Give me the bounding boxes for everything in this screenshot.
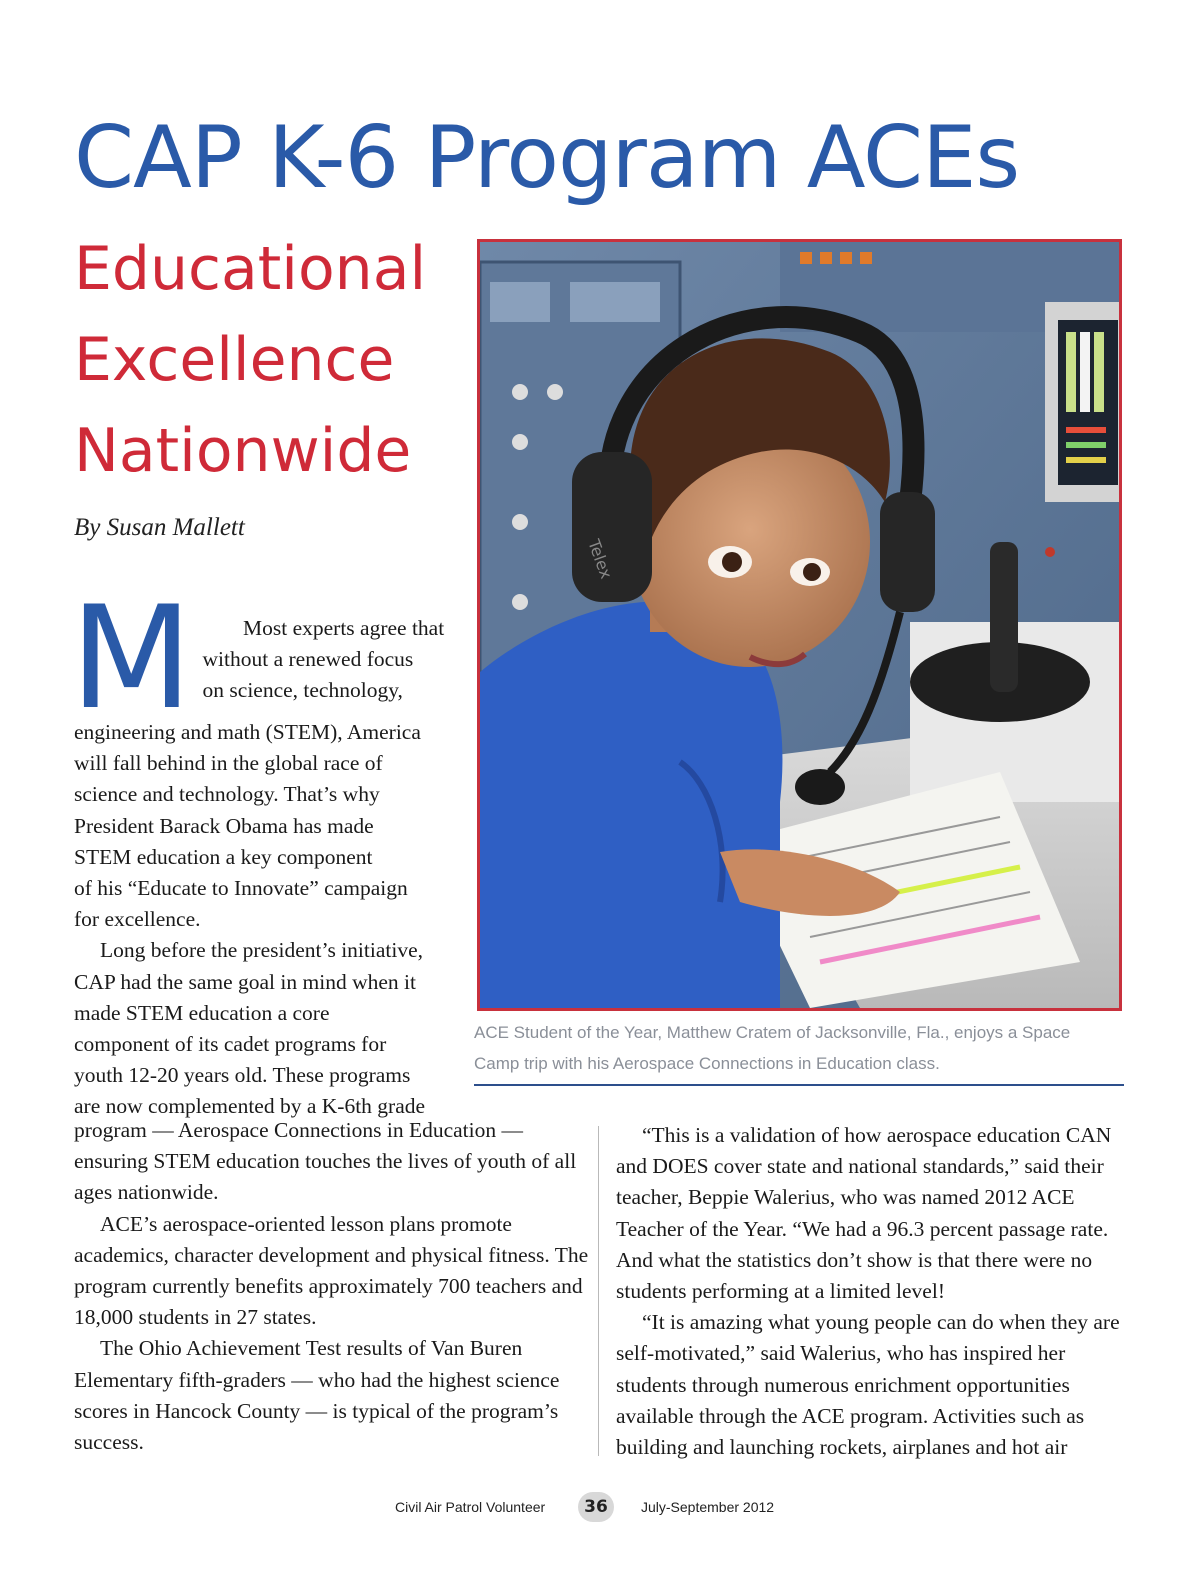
text-line: science and technology. That’s why: [74, 782, 380, 807]
article-title: CAP K-6 Program ACEs: [74, 108, 1020, 208]
byline: By Susan Mallett: [74, 514, 245, 541]
photo-illustration: [480, 242, 1119, 1008]
paragraph: ACE’s aerospace-oriented lesson plans promote academics, character development and physical fitness. The program currently benefits approximately 700 teachers and 18,000 students in 27 states.: [74, 1211, 589, 1330]
caption-rule: [474, 1084, 1124, 1086]
drop-cap: M: [70, 576, 193, 741]
photo-caption: [474, 1017, 1124, 1079]
article-subtitle: [74, 224, 474, 497]
subtitle-line: Educational: [74, 234, 427, 304]
text-line: of his “Educate to Innovate” campaign: [74, 876, 408, 901]
text-line: will fall behind in the global race of: [74, 751, 383, 776]
subtitle-line: Excellence: [74, 325, 395, 395]
issue-date: July-September 2012: [641, 1499, 775, 1515]
headset-brand: Telex: [584, 536, 616, 582]
paragraph: “It is amazing what young people can do when they are self-motivated,” said Walerius, who has inspired her students through numerous enrichment opportunities available through the ACE program. Activities such as building and launching rockets, airplanes and hot air: [616, 1310, 1120, 1460]
text-line: on science, technology,: [202, 678, 403, 703]
text-line: for excellence.: [74, 907, 201, 932]
text-line: Long before the president’s initiative,: [100, 938, 424, 963]
left-column-continued: [74, 1115, 594, 1458]
text-line: without a renewed focus: [202, 647, 414, 672]
text-line: Most experts agree that: [243, 616, 445, 640]
subtitle-line: Nationwide: [74, 416, 412, 486]
text-line: made STEM education a core: [74, 1000, 330, 1025]
page-footer: [0, 1492, 1200, 1522]
text-line: President Barack Obama has made: [74, 813, 374, 838]
text-line: CAP had the same goal in mind when it: [74, 969, 416, 994]
publication-name: Civil Air Patrol Volunteer: [395, 1499, 546, 1515]
text-line: are now complemented by a K-6th grade: [74, 1094, 426, 1119]
left-column: [70, 576, 452, 1123]
caption-line: ACE Student of the Year, Matthew Cratem of Jacksonville, Fla., enjoys a Space: [474, 1023, 1071, 1042]
paragraph: “This is a validation of how aerospace education CAN and DOES cover state and national standards,” said their teacher, Beppie Walerius, who was named 2012 ACE Teacher of the Year. “We had a 96.3 percent passage rate. And what the statistics don’t show is that there were no students performing at a limited level!: [616, 1123, 1112, 1304]
text-line: youth 12-20 years old. These programs: [74, 1063, 411, 1088]
paragraph: The Ohio Achievement Test results of Van Buren Elementary fifth-graders — who had the highest science scores in Hancock County — is typical of the program’s success.: [74, 1336, 560, 1455]
caption-line: Camp trip with his Aerospace Connections in Education class.: [474, 1054, 940, 1073]
text-line: component of its cadet programs for: [74, 1032, 387, 1057]
column-divider: [598, 1126, 599, 1456]
article-photo: [477, 239, 1122, 1011]
text-line: STEM education a key component: [74, 844, 373, 869]
page-number: 36: [578, 1492, 614, 1522]
paragraph: program — Aerospace Connections in Education — ensuring STEM education touches the lives of youth of all ages nationwide.: [74, 1118, 577, 1205]
right-column: [616, 1120, 1131, 1463]
text-line: engineering and math (STEM), America: [74, 720, 421, 744]
